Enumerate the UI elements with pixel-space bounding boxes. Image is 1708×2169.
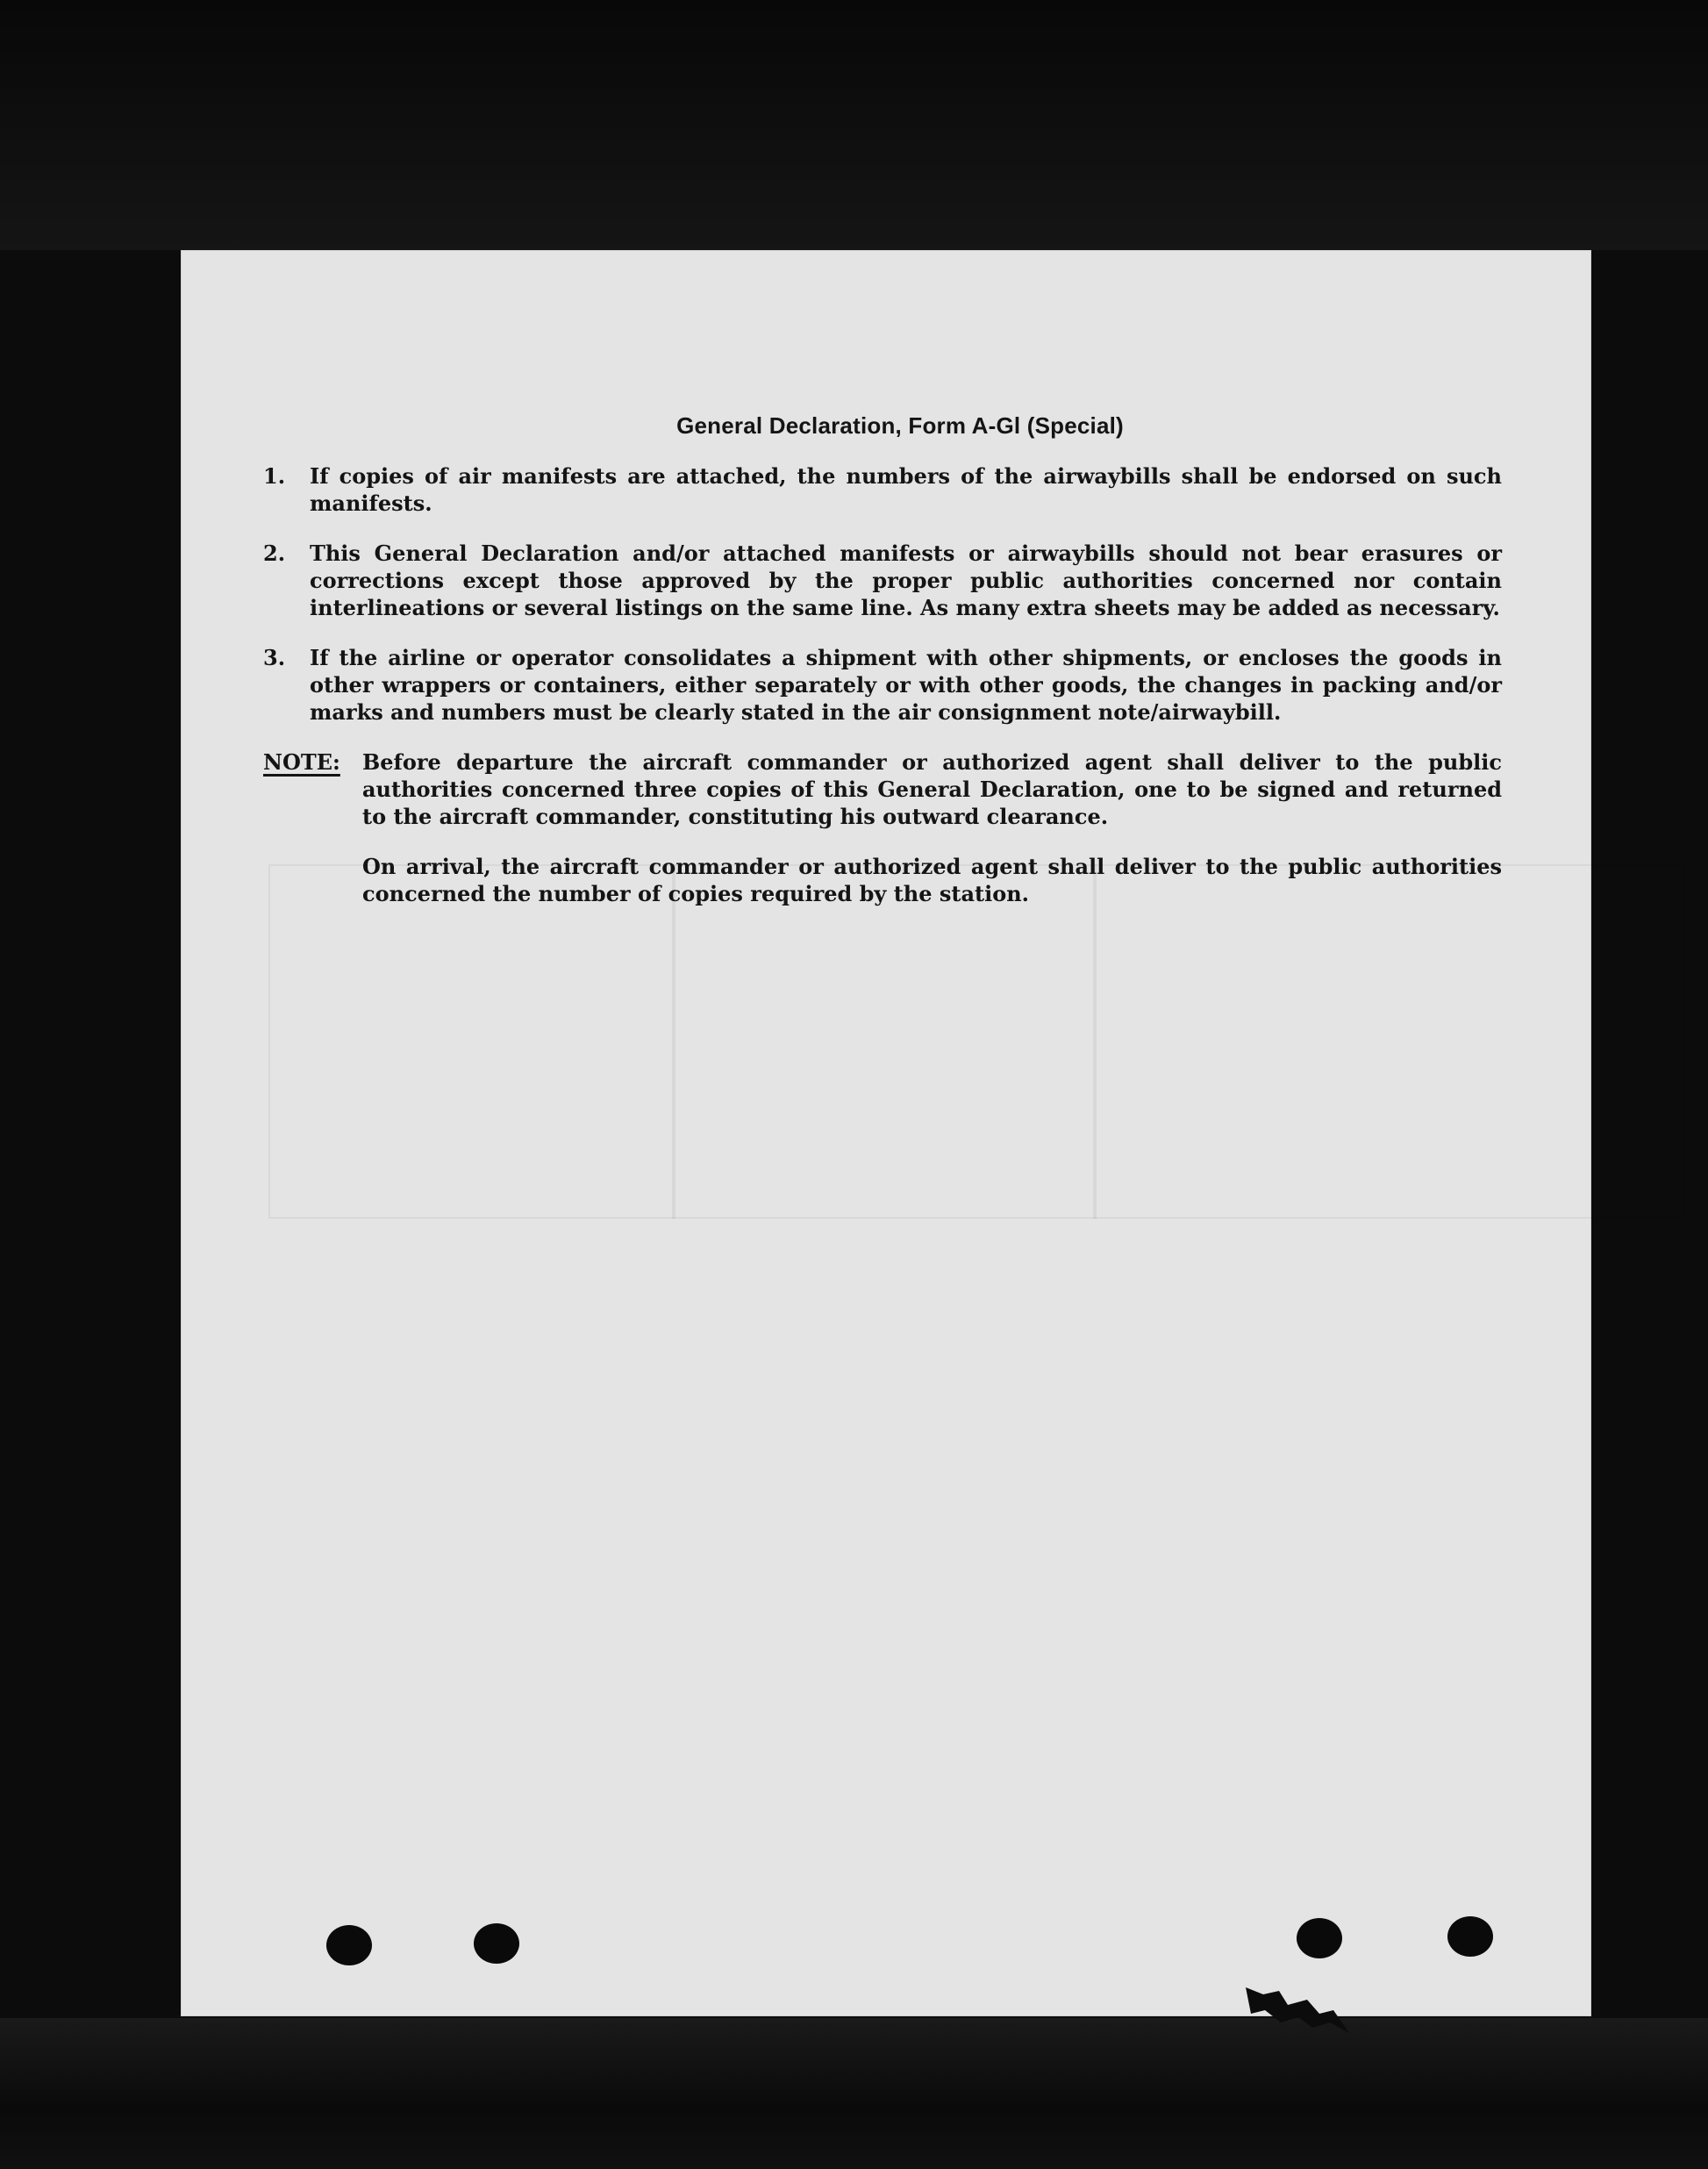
item-number: 2.	[263, 540, 286, 566]
punch-hole	[474, 1923, 519, 1964]
note-label: NOTE:	[263, 749, 340, 775]
item-text: This General Declaration and/or attached manifests or airwaybills should not bear erasures or corrections except those approved by the proper public authorities concerned nor contain interlineations or several listings on the same line. As many extra sheets may be added as necessary.	[310, 540, 1502, 620]
torn-paper-edge	[1246, 1987, 1351, 2040]
item-text: If copies of air manifests are attached, the numbers of the airwaybills shall be endorsed on such manifests.	[310, 463, 1502, 516]
note-arrival-text: On arrival, the aircraft commander or authorized agent shall deliver to the public authorities concerned the number of copies required by the station.	[362, 854, 1502, 906]
scanner-backdrop-top	[0, 0, 1708, 250]
punch-hole	[326, 1925, 372, 1965]
list-item	[263, 540, 1502, 621]
declaration-text-block	[263, 412, 1502, 907]
scanner-backdrop-bottom	[0, 2018, 1708, 2169]
punch-hole	[1447, 1916, 1493, 1957]
note-departure-text: Before departure the aircraft commander or authorized agent shall deliver to the public authorities concerned three copies of this General Declaration, one to be signed and returned to the aircraft commander, constituting his outward clearance.	[362, 749, 1502, 829]
bleed-through-column	[1093, 864, 1097, 1219]
list-item	[263, 462, 1502, 517]
punch-hole	[1297, 1918, 1342, 1958]
item-number: 1.	[263, 463, 286, 489]
page-title: General Declaration, Form A-Gl (Special)	[676, 412, 1124, 439]
bleed-through-table	[268, 864, 1686, 1219]
item-text: If the airline or operator consolidates a shipment with other shipments, or encloses the goods in other wrappers or containers, either separately or with other goods, the changes in packing and/or marks and numbers must be clearly stated in the air consignment note/airwaybill.	[310, 645, 1502, 725]
bleed-through-column	[672, 864, 675, 1219]
list-item	[263, 644, 1502, 726]
item-number: 3.	[263, 645, 286, 670]
note-section	[263, 748, 1502, 830]
